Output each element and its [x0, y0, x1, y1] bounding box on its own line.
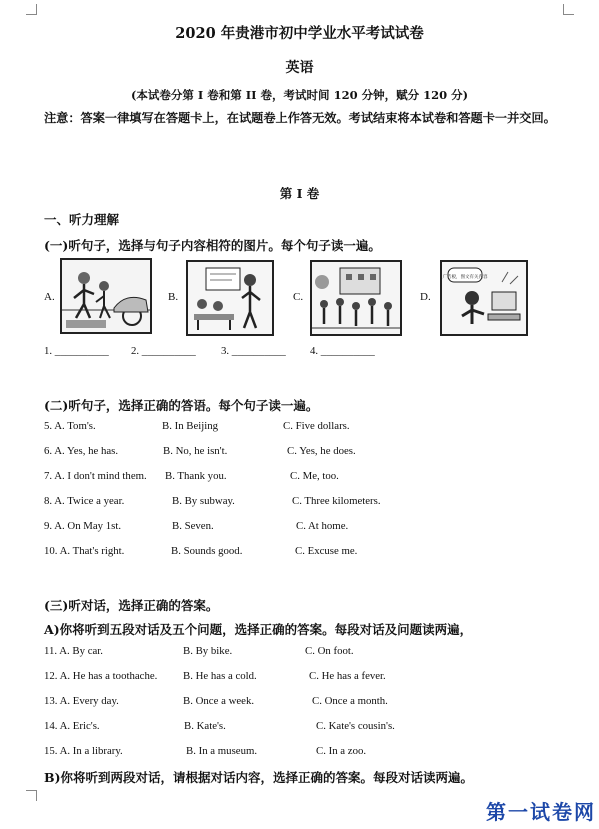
q12-option-b: B. He has a cold.	[183, 670, 257, 682]
exam-title: 2020 年贵港市初中学业水平考试试卷	[175, 25, 424, 42]
q7-option-b: B. Thank you.	[165, 470, 227, 482]
q6-option-c: C. Yes, he does.	[287, 445, 356, 457]
blank-1: 1. __________	[44, 345, 109, 357]
q13-option-c: C. Once a month.	[312, 695, 388, 707]
computer-user-illustration	[442, 262, 526, 334]
q8-option-a: 8. A. Twice a year.	[44, 495, 125, 507]
q5-option-c: C. Five dollars.	[283, 420, 350, 432]
q8-option-c: C. Three kilometers.	[292, 495, 381, 507]
q6-option-b: B. No, he isn't.	[163, 445, 228, 457]
q11-option-a: 11. A. By car.	[44, 645, 103, 657]
q7-option-c: C. Me, too.	[290, 470, 339, 482]
q13-option-a: 13. A. Every day.	[44, 695, 119, 707]
q11-option-c: C. On foot.	[305, 645, 354, 657]
sub3-part-a-instruction: A)你将听到五段对话及五个问题，选择正确的答案。每段对话及问题读两遍，	[44, 622, 473, 637]
exam-meta: (本试卷分第 I 卷和第 II 卷，考试时间 120 分钟，赋分 120 分)	[130, 88, 469, 102]
sub3-instruction: (三)听对话，选择正确的答案。	[44, 598, 219, 613]
q11-option-b: B. By bike.	[183, 645, 233, 657]
q5-option-a: 5. A. Tom's.	[44, 420, 96, 432]
q5-option-b: B. In Beijing	[162, 420, 219, 432]
q14-option-b: B. Kate's.	[184, 720, 226, 732]
q10-option-c: C. Excuse me.	[295, 545, 358, 557]
street-scene-illustration	[62, 260, 150, 332]
q13-option-b: B. Once a week.	[183, 695, 255, 707]
q6-option-a: 6. A. Yes, he has.	[44, 445, 119, 457]
speech-bubble-text: 广告板，图文有关内容	[442, 275, 488, 280]
picture-b	[186, 260, 274, 336]
section-listening: 一、听力理解	[44, 212, 120, 227]
blank-2: 2. __________	[131, 345, 196, 357]
sub1-instruction: (一)听句子，选择与句子内容相符的图片。每个句子读一遍。	[44, 238, 381, 253]
crop-mark-top-right	[563, 4, 574, 15]
q14-option-a: 14. A. Eric's.	[44, 720, 100, 732]
picture-c-label: C.	[293, 291, 304, 303]
q9-option-b: B. Seven.	[172, 520, 214, 532]
blank-4: 4. __________	[310, 345, 375, 357]
q8-option-b: B. By subway.	[172, 495, 235, 507]
picture-b-label: B.	[168, 291, 179, 303]
q15-option-b: B. In a museum.	[186, 745, 258, 757]
crop-mark-top-left	[26, 4, 37, 15]
q15-option-a: 15. A. In a library.	[44, 745, 123, 757]
people-building-illustration	[312, 262, 400, 334]
classroom-illustration	[188, 262, 272, 334]
q14-option-c: C. Kate's cousin's.	[316, 720, 395, 732]
picture-d	[440, 260, 528, 336]
q10-option-a: 10. A. That's right.	[44, 545, 125, 557]
q10-option-b: B. Sounds good.	[171, 545, 243, 557]
blank-3: 3. __________	[221, 345, 286, 357]
part-title: 第 I 卷	[279, 186, 320, 201]
sub2-instruction: (二)听句子，选择正确的答语。每个句子读一遍。	[44, 398, 319, 413]
q12-option-a: 12. A. He has a toothache.	[44, 670, 158, 682]
q12-option-c: C. He has a fever.	[309, 670, 386, 682]
crop-mark-bottom-left	[26, 790, 37, 801]
site-watermark: 第一试卷网	[486, 800, 596, 824]
q15-option-c: C. In a zoo.	[316, 745, 367, 757]
picture-c	[310, 260, 402, 336]
q7-option-a: 7. A. I don't mind them.	[44, 470, 147, 482]
notice-text: 注意：答案一律填写在答题卡上，在试题卷上作答无效。考试结束将本试卷和答题卡一并交回。	[44, 111, 556, 125]
picture-a	[60, 258, 152, 334]
sub3-part-b-instruction: B)你将听到两段对话，请根据对话内容，选择正确的答案。每段对话读两遍。	[44, 770, 473, 785]
picture-d-label: D.	[420, 291, 431, 303]
picture-a-label: A.	[44, 291, 55, 303]
subject-title: 英语	[285, 60, 314, 76]
q9-option-a: 9. A. On May 1st.	[44, 520, 122, 532]
q9-option-c: C. At home.	[296, 520, 349, 532]
